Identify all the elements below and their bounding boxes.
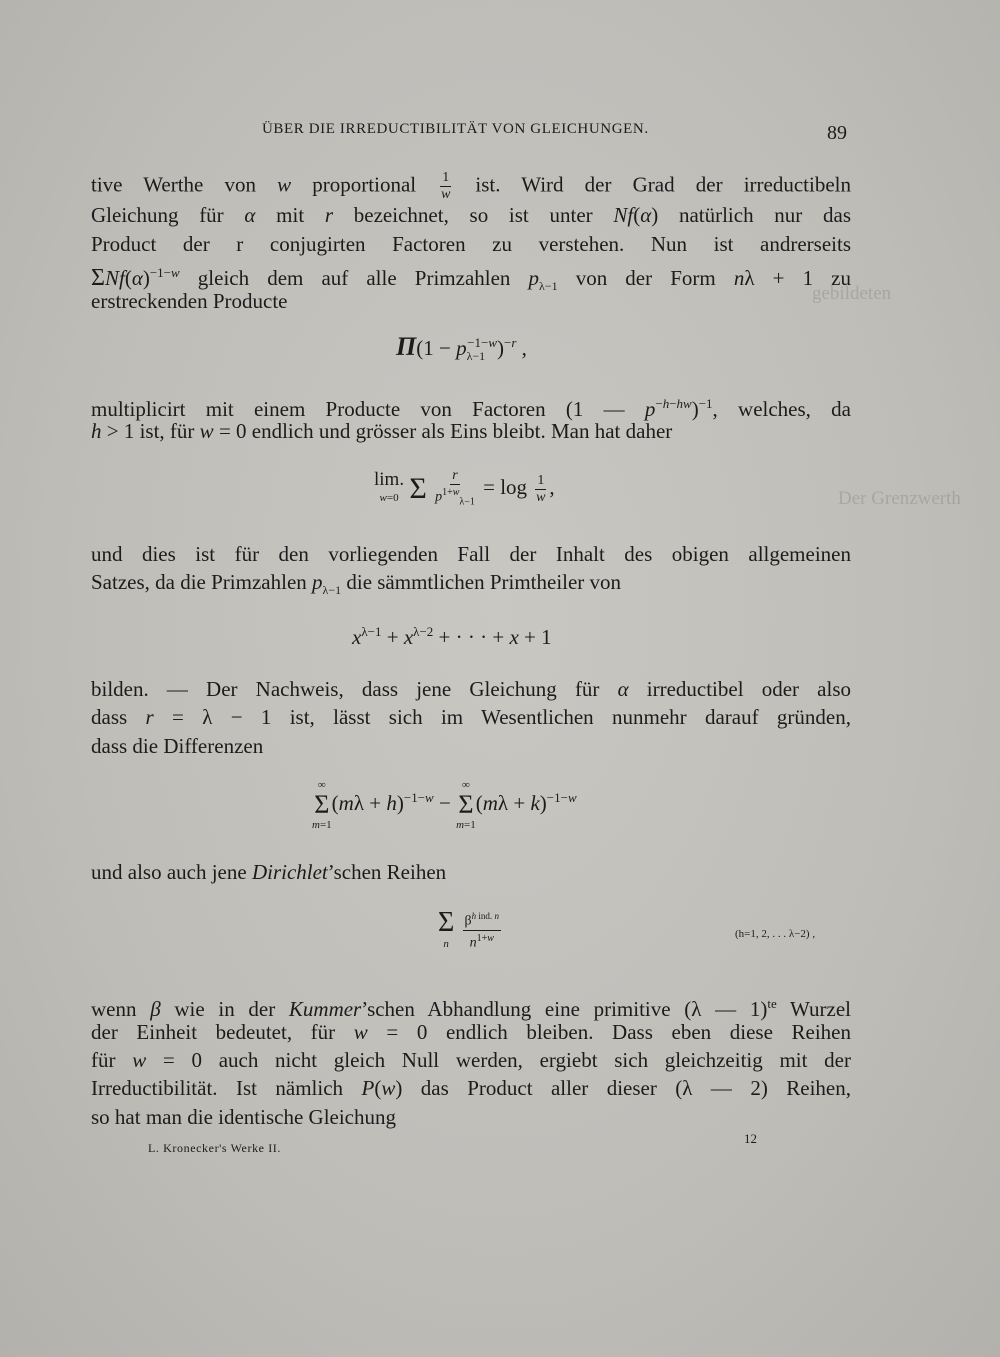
text-line: wenn β wie in der Kummer’schen Abhandlung eine primitive (λ — 1)$^{te}$ Wurzel: [91, 996, 851, 1021]
text-line: Irreductibilität. Ist nämlich P(w) das Product aller dieser (λ — 2) Reihen,: [91, 1076, 851, 1100]
formula-product: $\Pi(1 - p_{\lambda-1}^{-1-w})^{-r}$ ,: [396, 332, 527, 364]
text-line: h > 1 ist, für w = 0 endlich und grösser als Eins bleibt. Man hat daher: [91, 419, 673, 443]
formula-limit: lim. w=0 Σ $\frac{r}{p^{1+w}_{\lambda-1}}$ = log $\frac{1}{w}$ ,: [374, 468, 555, 508]
text-line: multiplicirt mit einem Producte von Factoren (1 — $p^{-h-hw})^{-1}$, welches, da: [91, 396, 851, 421]
bleed-through: gebildeten: [812, 283, 892, 304]
text-line: Gleichung für α mit r bezeichnet, so ist unter Nf(α) natürlich nur das: [91, 203, 852, 227]
formula-condition: (h=1, 2, . . . λ−2) ,: [735, 928, 816, 940]
footer-imprint: L. Kronecker's Werke II.: [148, 1141, 281, 1155]
formula-polynomial: $x^{\lambda-1} + x^{\lambda-2}$ + · · · + x + 1: [352, 624, 552, 649]
signature-mark: 12: [744, 1131, 757, 1146]
page-number: 89: [827, 122, 847, 144]
fraction: $\frac{1}{w}$: [441, 170, 451, 202]
formula-differences: ∞ Σ m=1 $(m\lambda + h)^{-1-w}$ − ∞ Σ m=1 $(m\lambda + k)^{-1-w}$: [312, 779, 577, 831]
text-line: und dies ist für den vorliegenden Fall der Inhalt des obigen allgemeinen: [91, 542, 851, 566]
text-line: und also auch jene Dirichlet’schen Reihen: [91, 860, 447, 884]
text-line: dass r = λ − 1 ist, lässt sich im Wesentlichen nunmehr darauf gründen,: [91, 705, 851, 729]
text-line: erstreckenden Producte: [91, 289, 288, 313]
text-line: für w = 0 auch nicht gleich Null werden, ergiebt sich gleichzeitig mit der: [91, 1048, 851, 1072]
running-head: ÜBER DIE IRREDUCTIBILITÄT VON GLEICHUNGEN.: [262, 121, 649, 137]
text-line: Product der r conjugirten Factoren zu verstehen. Nun ist andrerseits: [91, 232, 851, 256]
text-line: tive Werthe von w proportional $\frac{1}{w}$ ist. Wird der Grad der irreductibeln: [91, 170, 851, 202]
text-line: Satzes, da die Primzahlen $p_{\lambda-1}$ die sämmtlichen Primtheiler von: [91, 570, 622, 598]
text-line: $\Sigma Nf(\alpha)^{-1-w}$ gleich dem auf alle Primzahlen $p_{\lambda-1}$ von der Form nλ + 1 zu: [91, 265, 851, 294]
text-line: so hat man die identische Gleichung: [91, 1105, 397, 1129]
text-line: dass die Differenzen: [91, 734, 264, 758]
bleed-through: Der Grenzwerth: [838, 488, 961, 509]
text-line: der Einheit bedeutet, für w = 0 endlich bleiben. Dass eben diese Reihen: [91, 1020, 851, 1044]
text-line: bilden. — Der Nachweis, dass jene Gleichung für α irreductibel oder also: [91, 677, 851, 701]
formula-dirichlet-series: Σ n $\frac{\beta^{h ind. n}}{n^{1+w}}$: [438, 906, 499, 951]
